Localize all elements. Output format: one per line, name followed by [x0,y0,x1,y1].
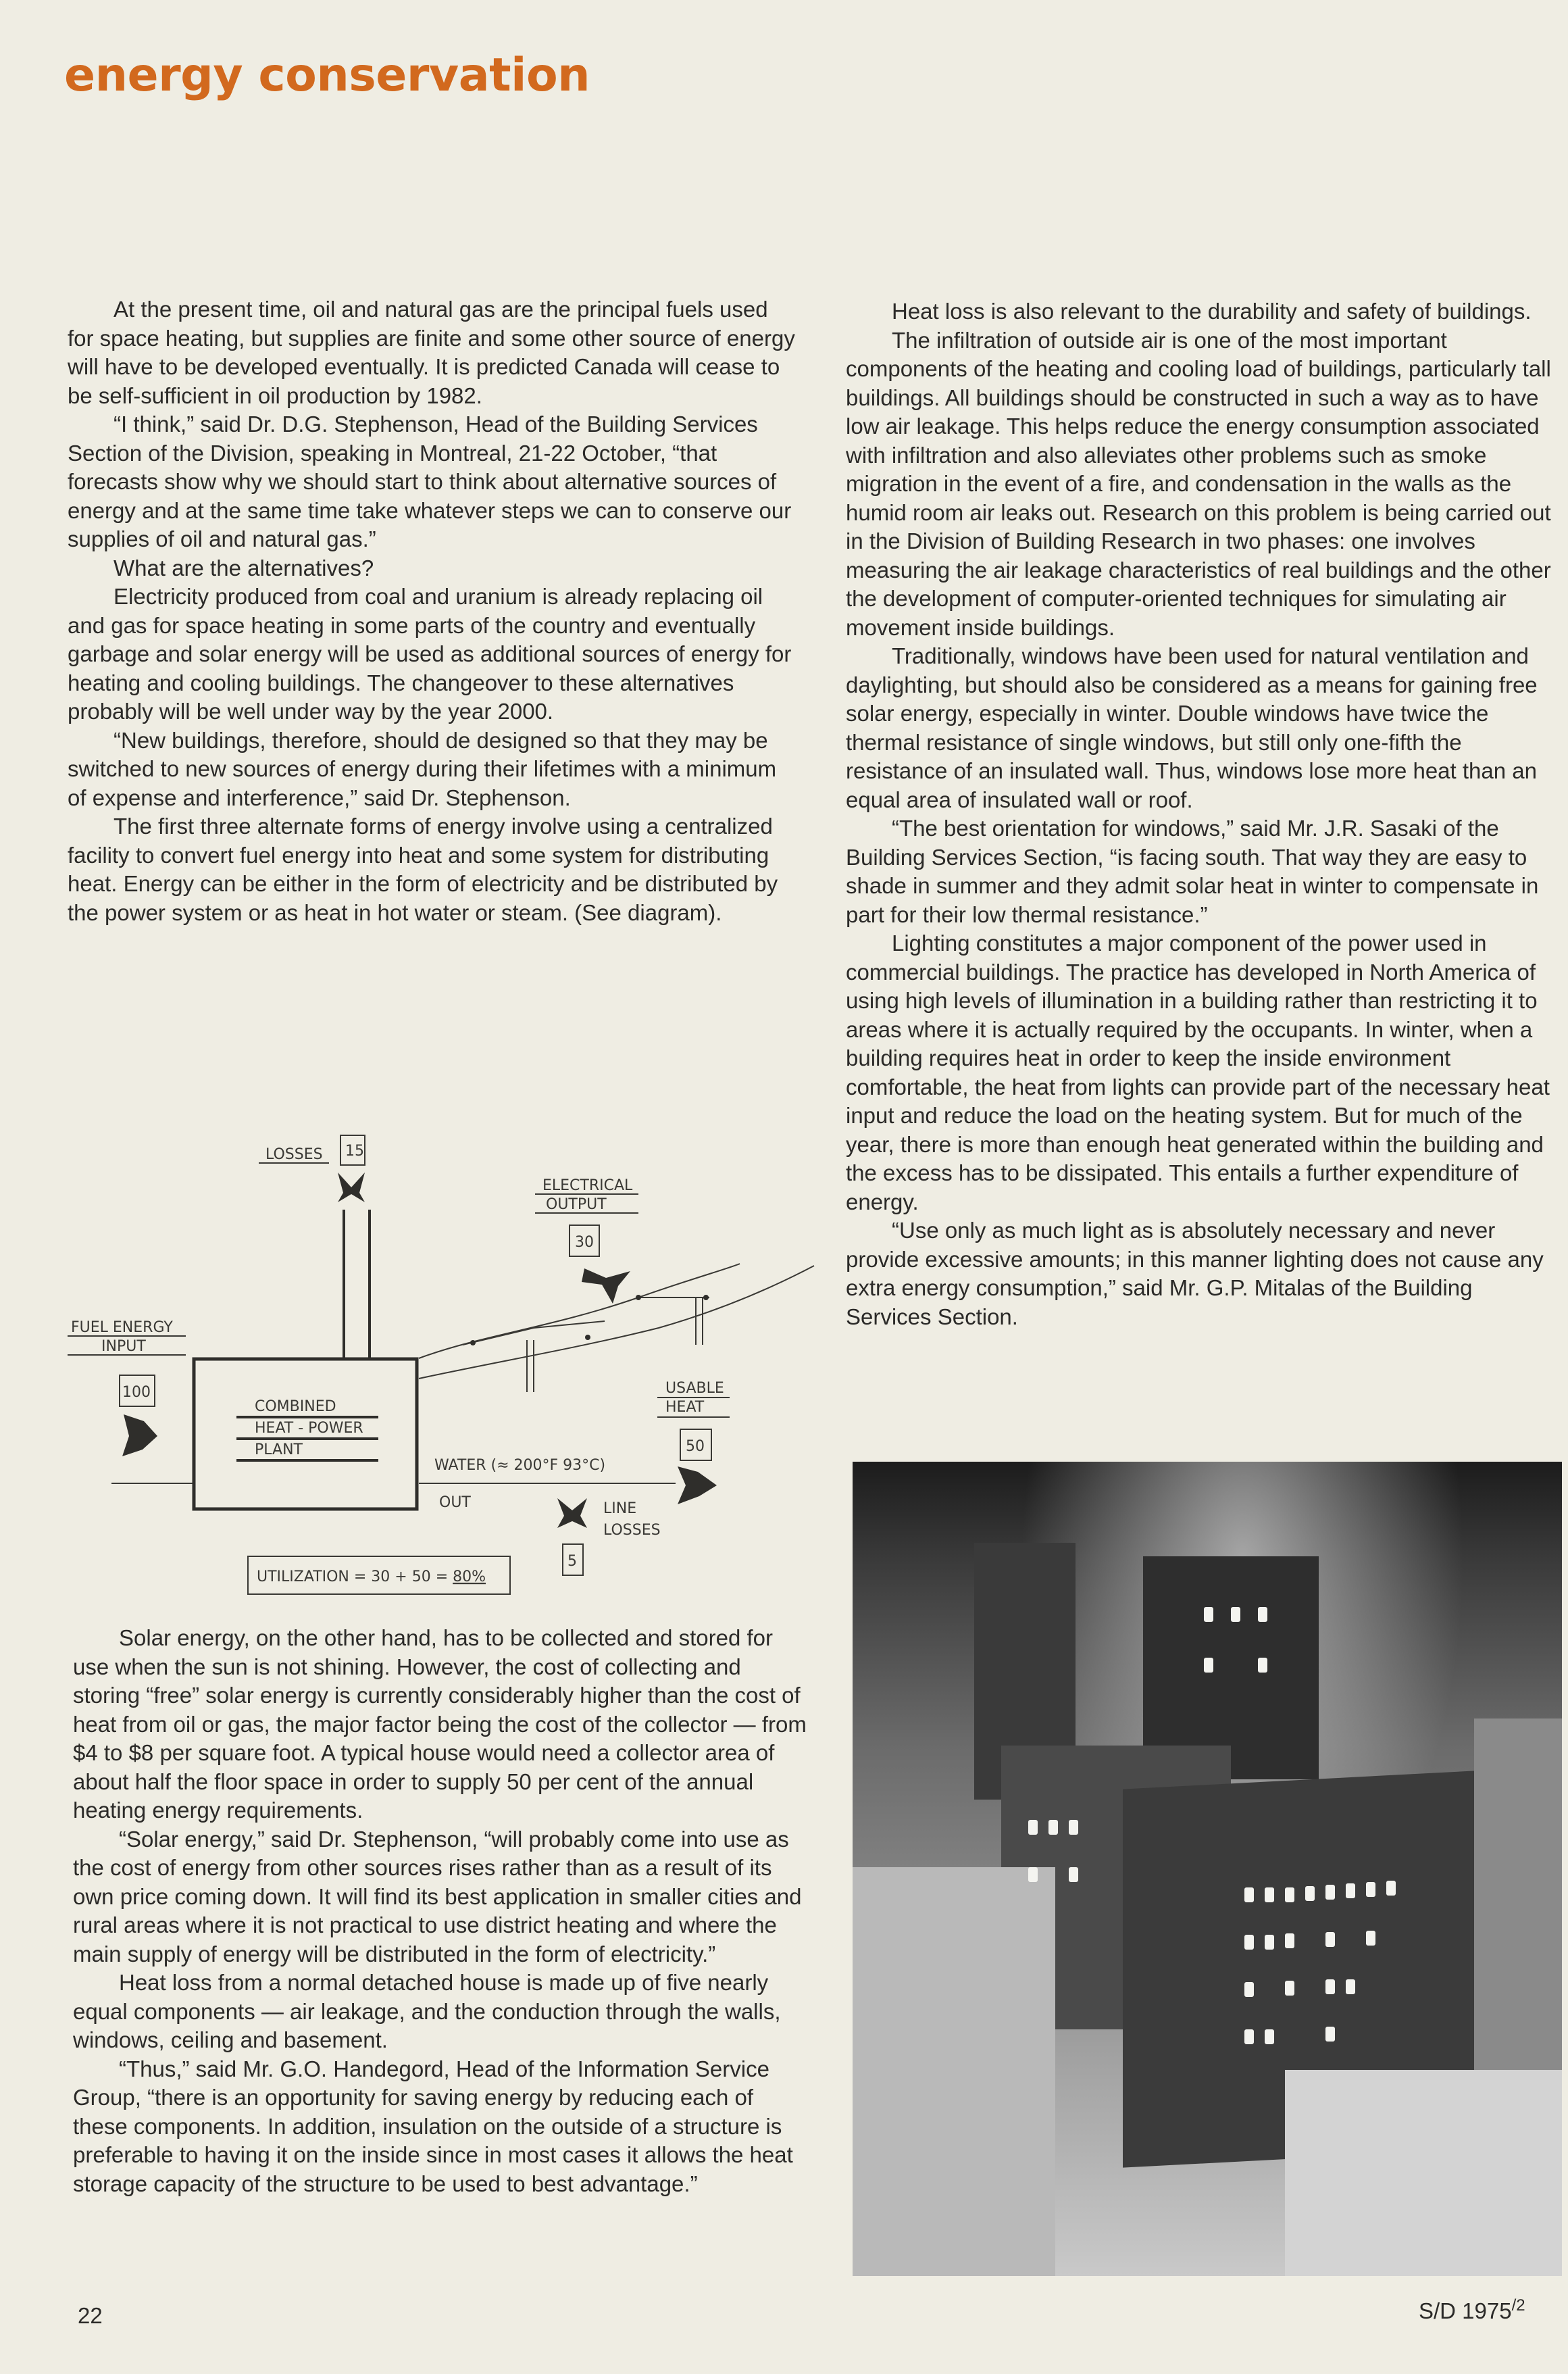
paragraph: “Use only as much light as is absolutely necessary and never provide excessive amounts; in this manner lighting does not cause any extra energy consumption,” said Mr. G.P. Mitalas of the Building Services Section. [846,1218,1544,1329]
paragraph: “I think,” said Dr. D.G. Stephenson, Head of the Building Services Section of the Division, speaking in Montreal, 21-22 October, “that forecasts show why we should start to think about alternative sources of energy and at the same time take whatever steps we can to conserve our supplies of oil and natural gas.” [68,412,792,551]
electrical-arrow-icon [582,1268,630,1304]
water-label: WATER (≈ 200°F 93°C) [434,1457,606,1474]
usable-label-2: HEAT [665,1399,705,1416]
night-city-photo [853,1462,1562,2276]
left-column-top [68,295,797,927]
line-losses-value: 5 [567,1553,577,1570]
paragraph: The infiltration of outside air is one of the most important components of the heating and cooling load of buildings, particularly tall buildings. All buildings should be constructed in such a way as to have low air leakage. This helps reduce the energy consumption associated with infiltration and also alleviates other problems such as smoke migration in the event of a fire, and condensation in the walls as the humid room air leaks out. Research on this problem is being carried out in the Division of Building Research in two phases: one involves measuring the air leakage characteristics of real buildings and the other the development of computer-oriented techniques for simulating air movement inside buildings. [846,327,1551,640]
section-title: energy conservation [64,49,590,102]
utilization-result: 80% [453,1568,486,1585]
fuel-label-2: INPUT [101,1338,146,1355]
usable-value: 50 [686,1438,705,1455]
losses-label: LOSSES [265,1146,323,1163]
paragraph: What are the alternatives? [113,555,374,580]
paragraph: “Thus,” said Mr. G.O. Handegord, Head of the Information Service Group, “there is an opportunity for saving energy by reducing each of these components. In addition, insulation on the outside of a structure is preferable to having it on the inside since in most cases it allows the heat storage capacity of the structure to be used to best advantage.” [73,2056,793,2196]
issue-label: S/D $1975^{/2}$ [1419,2296,1525,2323]
fuel-label: FUEL ENERGY [71,1319,173,1336]
plant-label-3: PLANT [255,1441,303,1458]
paragraph: “Solar energy,” said Dr. Stephenson, “will probably come into use as the cost of energy from other sources rises rather than as a result of its own price coming down. It will find its best application in smaller cities and rural areas where it is not practical to use district heating and where the main supply of energy will be distributed in the form of electricity.” [73,1826,802,1967]
paragraph: Heat loss from a normal detached house is made up of five nearly equal components — air leakage, and the conduction through the walls, windows, ceiling and basement. [73,1970,781,2052]
electrical-label: ELECTRICAL [542,1177,633,1194]
line-losses-label-2: LOSSES [603,1522,661,1539]
utilization-formula: UTILIZATION = 30 + 50 = 80% [257,1568,486,1585]
plant-label-1: COMBINED [255,1398,336,1415]
line-losses-arrow-icon [557,1498,587,1528]
left-column-bottom [73,1624,813,2198]
usable-arrow-icon [678,1466,717,1504]
usable-label: USABLE [665,1380,724,1397]
fuel-value: 100 [122,1384,151,1401]
right-column [846,297,1563,1331]
paragraph: Traditionally, windows have been used for natural ventilation and daylighting, but should also be considered as a means for gaining free solar energy, especially in winter. Double windows have twice the thermal resistance of single windows, but still only one-fifth the resistance of an insulated wall. Thus, windows lose more heat than an equal area of insulated wall or roof. [846,643,1538,812]
electrical-label-2: OUTPUT [546,1196,607,1213]
losses-arrow-icon [338,1172,365,1202]
paragraph: At the present time, oil and natural gas are the principal fuels used for space heating, but supplies are finite and some other source of energy will have to be developed eventually. It is predicted Canada will cease to be self-sufficient in oil production by 1982. [68,297,795,408]
paragraph: Heat loss is also relevant to the durability and safety of buildings. [892,299,1532,324]
paragraph: The first three alternate forms of energy involve using a centralized facility to convert fuel energy into heat and some system for distributing heat. Energy can be either in the form of electricity and be distributed by the power system or as heat in hot water or steam. (See diagram). [68,814,778,925]
page-number: 22 [78,2303,103,2328]
electrical-value: 30 [575,1234,594,1251]
paragraph: “The best orientation for windows,” said Mr. J.R. Sasaki of the Building Services Section, “is facing south. That way they are easy to shade in summer and they admit solar heat in winter to compensate in part for their low thermal resistance.” [846,816,1539,927]
paragraph: Electricity produced from coal and uranium is already replacing oil and gas for space heating in some parts of the country and eventually garbage and solar energy will be used as additional sources of energy for heating and cooling buildings. The changeover to these alternatives probably will be well under way by the year 2000. [68,584,792,724]
paragraph: Lighting constitutes a major component of the power used in commercial buildings. The practice has developed in North America of using high levels of illumination in a building rather than restricting it to areas where it is actually required by the occupants. In winter, when a building requires heat in order to keep the inside environment comfortable, the heat from lights can provide part of the necessary heat input and reduce the load on the heating system. But for much of the year, there is more than enough heat generated within the building and the excess has to be dissipated. This entails a further expenditure of energy. [846,931,1550,1214]
out-label: OUT [439,1494,471,1511]
paragraph: Solar energy, on the other hand, has to be collected and stored for use when the sun is not shining. However, the cost of collecting and storing “free” solar energy is currently considerably higher than the cost of heat from oil or gas, the major factor being the cost of the collector — from $4 to $8 per square foot. A typical house would need a collector area of about half the floor space in order to supply 50 per cent of the annual heating energy requirements. [73,1625,807,1823]
line-losses-label: LINE [603,1500,637,1517]
paragraph: “New buildings, therefore, should de designed so that they may be switched to new sources of energy during their lifetimes with a minimum of expense and interference,” said Dr. Stephenson. [68,727,777,810]
plant-label-2: HEAT - POWER [255,1420,363,1437]
losses-value: 15 [345,1143,364,1160]
fuel-arrow-icon [122,1414,157,1456]
energy-flow-diagram [64,1125,828,1605]
